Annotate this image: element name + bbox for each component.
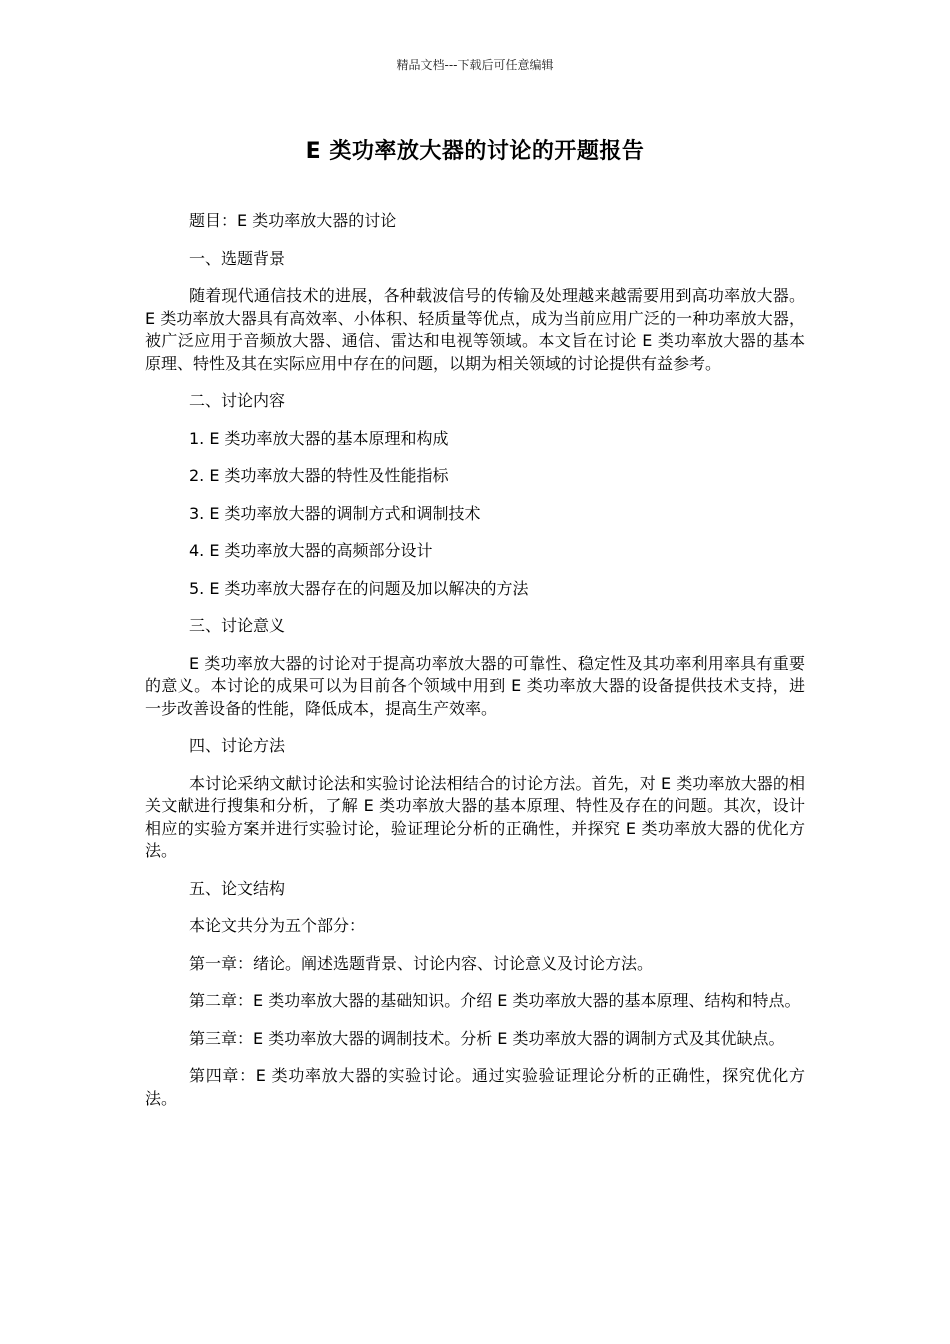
content-item: 2. E 类功率放大器的特性及性能指标 — [189, 466, 449, 485]
header-note: 精品文档---下载后可任意编辑 — [396, 58, 554, 72]
section-heading-structure: 五、论文结构 — [189, 878, 286, 898]
chapter-item: 第二章：E 类功率放大器的基础知识。介绍 E 类功率放大器的基本原理、结构和特点。 — [189, 991, 801, 1010]
document-title: E 类功率放大器的讨论的开题报告 — [305, 139, 645, 164]
content-item: 3. E 类功率放大器的调制方式和调制技术 — [189, 503, 481, 523]
section-heading-significance: 三、讨论意义 — [189, 616, 286, 635]
background-paragraph: 随着现代通信技术的进展，各种载波信号的传输及处理越来越需要用到高功率放大器。E 类功率放大器具有高效率、小体积、轻质量等优点，成为当前应用广泛的一种功率放大器，被广泛应用于音频放大器、通信、雷达和电视等领域。本文旨在讨论 E 类功率放大器的基本原理、特性及其在实际应用中存在的问题，以期为相关领域的讨论提供有益参考。 — [145, 286, 805, 373]
significance-paragraph: E 类功率放大器的讨论对于提高功率放大器的可靠性、稳定性及其功率利用率具有重要的意义。本讨论的成果可以为目前各个领域中用到 E 类功率放大器的设备提供技术支持，进一步改善设备的性能，降低成本，提高生产效率。 — [145, 653, 805, 718]
chapter-item: 第三章：E 类功率放大器的调制技术。分析 E 类功率放大器的调制方式及其优缺点。 — [189, 1028, 785, 1048]
section-heading-content: 二、讨论内容 — [189, 391, 286, 410]
section-heading-background: 一、选题背景 — [189, 248, 286, 268]
section-heading-method: 四、讨论方法 — [189, 736, 286, 755]
method-paragraph: 本讨论采纳文献讨论法和实验讨论法相结合的讨论方法。首先，对 E 类功率放大器的相关文献进行搜集和分析，了解 E 类功率放大器的基本原理、特性及存在的问题。其次，设计相应的实验方案并进行实验讨论，验证理论分析的正确性，并探究 E 类功率放大器的优化方法。 — [145, 773, 805, 860]
chapter-item: 第四章：E 类功率放大器的实验讨论。通过实验验证理论分析的正确性，探究优化方法。 — [145, 1066, 805, 1108]
chapter-item: 第一章：绪论。阐述选题背景、讨论内容、讨论意义及讨论方法。 — [189, 953, 654, 973]
content-item: 1. E 类功率放大器的基本原理和构成 — [189, 428, 449, 448]
topic-line: 题目：E 类功率放大器的讨论 — [189, 211, 397, 230]
document-body — [145, 210, 805, 1125]
content-item: 5. E 类功率放大器存在的问题及加以解决的方法 — [189, 578, 529, 598]
structure-intro: 本论文共分为五个部分： — [189, 916, 366, 935]
content-item: 4. E 类功率放大器的高频部分设计 — [189, 541, 433, 560]
